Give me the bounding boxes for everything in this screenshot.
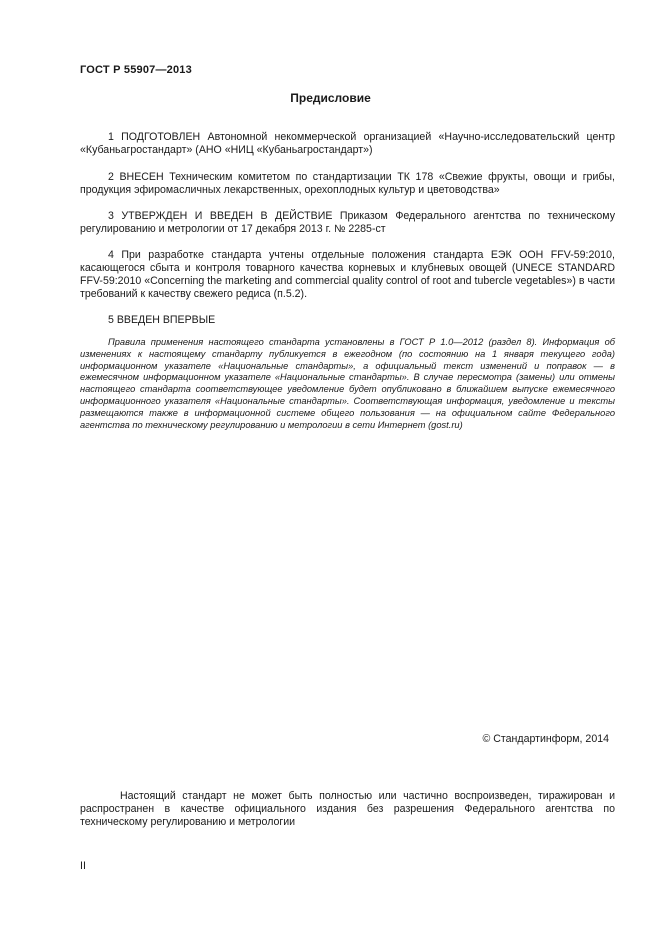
reproduction-notice: Настоящий стандарт не может быть полностью или частично воспроизведен, тиражирован и распространен в качестве официального издания без разрешения Федерального агентства по техническому регулированию и метрологии <box>80 790 615 828</box>
paragraph-prepared-by: 1 ПОДГОТОВЛЕН Автономной некоммерческой организацией «Научно-исследовательский центр «Кубаньагростандарт» (АНО «НИЦ «Кубаньагростандарт») <box>80 131 615 156</box>
document-code: ГОСТ Р 55907—2013 <box>80 64 192 76</box>
paragraph-approved: 3 УТВЕРЖДЕН И ВВЕДЕН В ДЕЙСТВИЕ Приказом Федерального агентства по техническому регулированию и метрологии от 17 декабря 2013 г. № 2285-ст <box>80 210 615 235</box>
paragraph-introduced-first: 5 ВВЕДЕН ВПЕРВЫЕ <box>108 314 216 326</box>
paragraph-development-basis: 4 При разработке стандарта учтены отдельные положения стандарта ЕЭК ООН FFV-59:2010, касающегося сбыта и контроля товарного качества корневых и клубневых овощей (UNECE STANDARD FFV-59:2010 «Concerning the marketing and commercial quality control of root and tubercle vegetables») в части требований к качеству свежего редиса (п.5.2). <box>80 249 615 300</box>
paragraph-submitted-by: 2 ВНЕСЕН Техническим комитетом по стандартизации ТК 178 «Свежие фрукты, овощи и грибы, продукция эфиромасличных лекарственных, орехоплодных культур и цветоводства» <box>80 171 615 196</box>
page-number: II <box>80 860 86 872</box>
copyright: © Стандартинформ, 2014 <box>482 733 609 745</box>
application-rules-note: Правила применения настоящего стандарта установлены в ГОСТ Р 1.0—2012 (раздел 8). Информация об изменениях к настоящему стандарту публикуется в ежегодном (по состоянию на 1 января текущего года) информационном указателе «Национальные стандарты», а официальный текст изменений и поправок — в ежемесячном информационном указателе «Национальные стандарты». В случае пересмотра (замены) или отмены настоящего стандарта соответствующее уведомление будет опубликовано в ближайшем выпуске ежемесячного информационного указателя «Национальные стандарты». Соответствующая информация, уведомление и тексты размещаются также в информационной системе общего пользования — на официальном сайте Федерального агентства по техническому регулированию и метрологии в сети Интернет (gost.ru) <box>80 337 615 430</box>
page-title: Предисловие <box>290 91 371 105</box>
